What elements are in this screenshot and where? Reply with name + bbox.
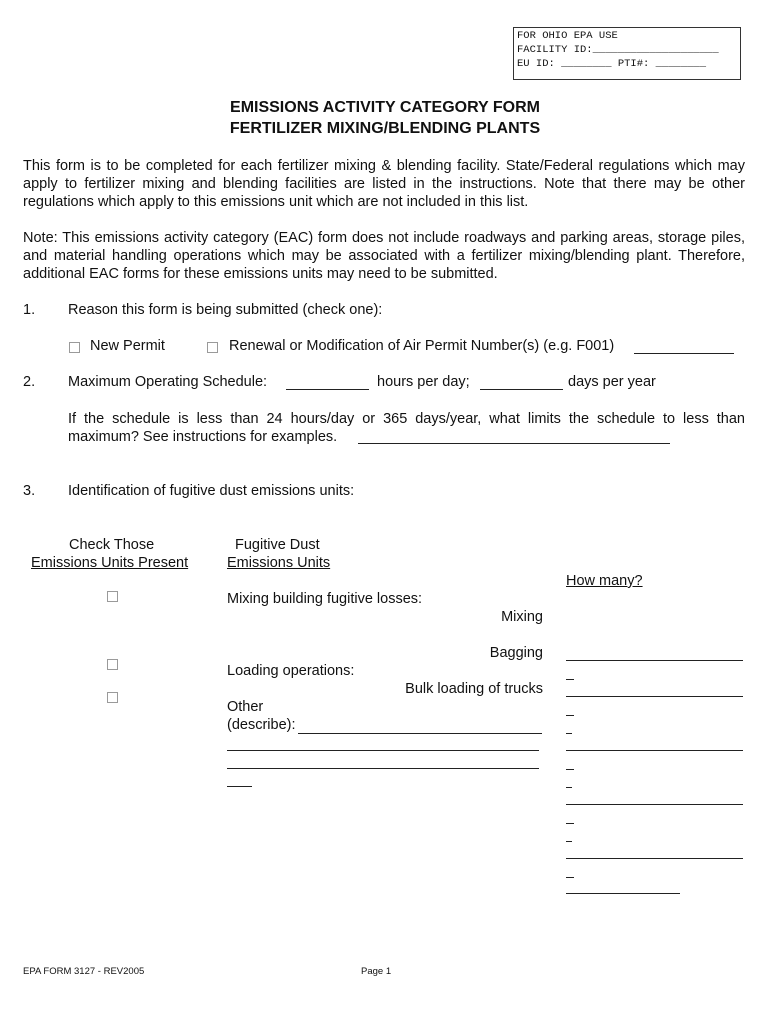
q1-number: 1. bbox=[23, 302, 36, 318]
how-many-field-6[interactable] bbox=[566, 893, 680, 894]
how-many-field-3-wrap bbox=[566, 769, 574, 770]
describe-field-1[interactable] bbox=[298, 733, 542, 734]
q3-number: 3. bbox=[23, 483, 36, 499]
how-many-field-2-wrap bbox=[566, 715, 574, 716]
q1-text: Reason this form is being submitted (check one): bbox=[68, 302, 383, 318]
intro-paragraph: This form is to be completed for each fertilizer mixing & blending facility. State/Federal regulations which may apply to fertilizer mixing and blending facilities are listed in the instructions. Note that there may be other regulations which apply to this emissions unit which are not included in this list. bbox=[23, 158, 745, 210]
q3-text: Identification of fugitive dust emissions units: bbox=[68, 483, 355, 499]
mixing-building-checkbox[interactable] bbox=[107, 591, 118, 602]
renewal-checkbox[interactable] bbox=[207, 342, 218, 353]
col-check-header-1: Check Those bbox=[69, 537, 155, 553]
new-permit-checkbox[interactable] bbox=[69, 342, 80, 353]
how-many-field-4-wrap bbox=[566, 823, 574, 824]
other-checkbox[interactable] bbox=[107, 692, 118, 703]
how-many-field-2[interactable] bbox=[566, 696, 743, 697]
how-many-field-3[interactable] bbox=[566, 750, 743, 751]
col-units-header-1: Fugitive Dust bbox=[235, 537, 320, 553]
renewal-label: Renewal or Modification of Air Permit Number(s) (e.g. F001) bbox=[229, 338, 615, 354]
new-permit-label: New Permit bbox=[90, 338, 165, 354]
how-many-field-1[interactable] bbox=[566, 660, 743, 661]
form-subtitle: FERTILIZER MIXING/BLENDING PLANTS bbox=[229, 120, 541, 137]
form-title: EMISSIONS ACTIVITY CATEGORY FORM bbox=[230, 99, 540, 116]
col-check-header-2: Emissions Units Present bbox=[31, 555, 189, 571]
how-many-field-5-wrap bbox=[566, 877, 574, 878]
schedule-limits-question: If the schedule is less than 24 hours/day or 365 days/year, what limits the schedule to less than maximum? See instructions for examples. bbox=[68, 411, 745, 445]
describe-label: (describe): bbox=[227, 717, 296, 733]
q2-label: Maximum Operating Schedule: bbox=[68, 374, 268, 390]
q2-number: 2. bbox=[23, 374, 36, 390]
epa-use-box bbox=[513, 27, 741, 80]
mixing-building-label: Mixing building fugitive losses: bbox=[227, 591, 423, 607]
mixing-label: Mixing bbox=[501, 609, 543, 625]
eu-pti-field[interactable]: EU ID: ________ PTI#: ________ bbox=[517, 58, 707, 70]
how-many-field-5[interactable] bbox=[566, 858, 743, 859]
how-many-dash-1 bbox=[566, 733, 572, 734]
loading-operations-checkbox[interactable] bbox=[107, 659, 118, 670]
permit-number-field[interactable] bbox=[634, 353, 734, 354]
describe-field-2[interactable] bbox=[227, 750, 539, 751]
bagging-label: Bagging bbox=[489, 645, 543, 661]
note-paragraph: Note: This emissions activity category (EAC) form does not include roadways and parking areas, storage piles, and material handling operations which may be associated with a fertilizer mixing/blending plant. Therefore, additional EAC forms for these emissions units may need to be submitted. bbox=[23, 230, 745, 282]
how-many-field-1-wrap bbox=[566, 679, 574, 680]
schedule-limits-field[interactable] bbox=[358, 443, 670, 444]
how-many-dash-3 bbox=[566, 841, 572, 842]
bulk-loading-label: Bulk loading of trucks bbox=[405, 681, 543, 697]
other-label: Other bbox=[227, 699, 264, 715]
days-per-year-field[interactable] bbox=[480, 389, 563, 390]
how-many-dash-2 bbox=[566, 787, 572, 788]
hours-per-day-field[interactable] bbox=[286, 389, 369, 390]
loading-operations-label: Loading operations: bbox=[227, 663, 355, 679]
page-number: Page 1 bbox=[361, 966, 392, 977]
how-many-field-4[interactable] bbox=[566, 804, 743, 805]
describe-field-4[interactable] bbox=[227, 786, 252, 787]
facility-id-field[interactable]: FACILITY ID:____________________ bbox=[517, 44, 719, 56]
hours-per-day-label: hours per day; bbox=[377, 374, 470, 390]
epa-use-header: FOR OHIO EPA USE bbox=[517, 30, 618, 42]
col-units-header-2: Emissions Units bbox=[227, 555, 331, 571]
form-id-footer: EPA FORM 3127 - REV2005 bbox=[23, 966, 145, 977]
describe-field-3[interactable] bbox=[227, 768, 539, 769]
days-per-year-label: days per year bbox=[568, 374, 656, 390]
col-how-many-header: How many? bbox=[566, 573, 643, 589]
